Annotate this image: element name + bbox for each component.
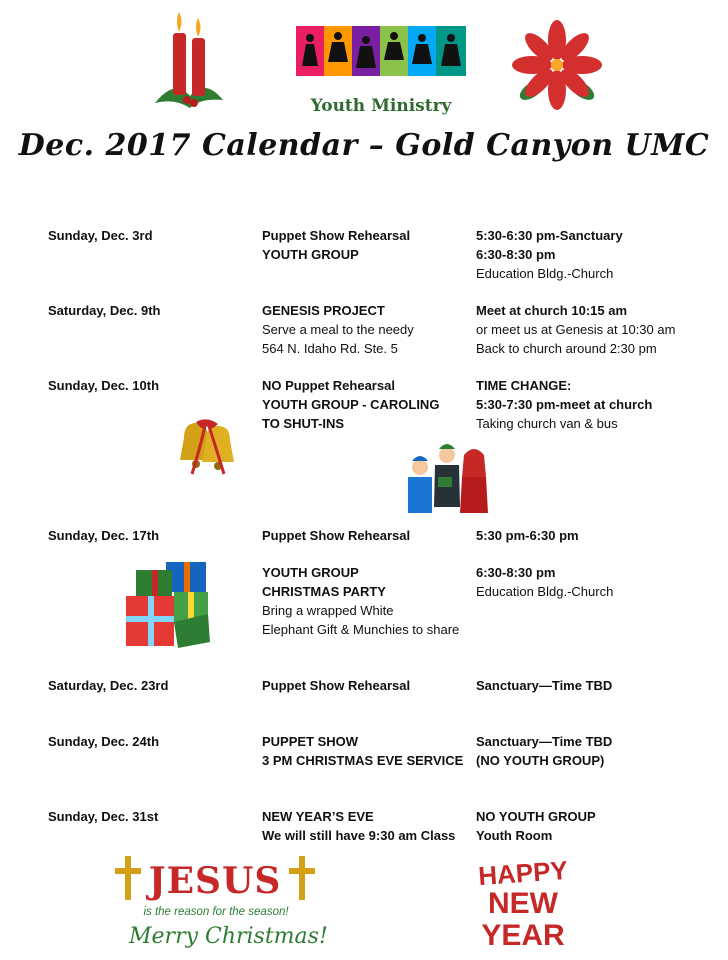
event-description-line: PUPPET SHOW: [262, 734, 359, 749]
event-description: [262, 563, 472, 639]
event-description-line: Puppet Show Rehearsal: [262, 528, 411, 543]
event-time: [476, 301, 716, 358]
event-description-line: YOUTH GROUP: [262, 247, 359, 262]
event-description-line: NEW YEAR’S EVE: [262, 809, 374, 824]
event-description: [262, 732, 472, 770]
gifts-icon: [122, 556, 214, 650]
merry-christmas: Merry Christmas!: [129, 924, 328, 949]
event-time-line: 6:30-8:30 pm: [476, 247, 556, 262]
event-time-line: Meet at church 10:15 am: [476, 303, 628, 318]
event-description-line: Bring a wrapped White: [262, 603, 394, 618]
cross-icon: [289, 856, 315, 900]
event-description: [262, 676, 472, 695]
event-time-line: Sanctuary—Time TBD: [476, 734, 613, 749]
event-date: Sunday, Dec. 31st: [48, 809, 159, 824]
event-description-line: 3 PM CHRISTMAS EVE SERVICE: [262, 753, 464, 768]
event-date: Sunday, Dec. 17th: [48, 528, 160, 543]
event-date: Sunday, Dec. 24th: [48, 734, 160, 749]
new-year-line: HAPPY: [477, 854, 569, 892]
event-description-line: Puppet Show Rehearsal: [262, 228, 411, 243]
event-time-line: 6:30-8:30 pm: [476, 565, 556, 580]
jesus-line: is the reason for the season!: [143, 906, 289, 918]
event-description: [262, 807, 472, 845]
event-description: [262, 301, 472, 358]
logo-label: Youth Ministry: [310, 96, 452, 116]
event-time: [476, 526, 716, 545]
event-date: Saturday, Dec. 9th: [48, 303, 161, 318]
event-description-line: GENESIS PROJECT: [262, 303, 385, 318]
event-time-line: or meet us at Genesis at 10:30 am: [476, 322, 676, 337]
event-description-line: Elephant Gift & Munchies to share: [262, 622, 460, 637]
jesus-banner: [115, 852, 328, 960]
event-time-line: 5:30-6:30 pm-Sanctuary: [476, 228, 623, 243]
event-time-line: Taking church van & bus: [476, 416, 618, 431]
event-time-line: (NO YOUTH GROUP): [476, 753, 605, 768]
event-description: [262, 226, 472, 264]
event-time-line: NO YOUTH GROUP: [476, 809, 596, 824]
happy-new-year: [462, 854, 584, 958]
event-description-line: Puppet Show Rehearsal: [262, 678, 411, 693]
event-time: [476, 807, 716, 845]
event-time: [476, 676, 716, 695]
bells-icon: [172, 418, 242, 478]
poinsettia-icon: [512, 20, 602, 112]
event-description-line: Serve a meal to the needy: [262, 322, 414, 337]
event-time-line: TIME CHANGE:: [476, 378, 572, 393]
event-description-line: NO Puppet Rehearsal: [262, 378, 395, 393]
event-date: Sunday, Dec. 3rd: [48, 228, 153, 243]
event-time-line: Youth Room: [476, 828, 553, 843]
event-description-line: YOUTH GROUP - CAROLING: [262, 397, 440, 412]
event-time-line: Sanctuary—Time TBD: [476, 678, 613, 693]
event-time: [476, 376, 716, 433]
event-time-line: 5:30 pm-6:30 pm: [476, 528, 579, 543]
event-time: [476, 226, 716, 283]
cross-icon: [115, 856, 141, 900]
event-description: [262, 526, 472, 545]
event-description-line: YOUTH GROUP: [262, 565, 359, 580]
event-time-line: Back to church around 2:30 pm: [476, 341, 657, 356]
event-description: [262, 376, 472, 433]
event-description-line: CHRISTMAS PARTY: [262, 584, 386, 599]
event-description-line: TO SHUT-INS: [262, 416, 345, 431]
event-date: Saturday, Dec. 23rd: [48, 678, 169, 693]
event-time-line: Education Bldg.-Church: [476, 584, 614, 599]
new-year-line: YEAR: [481, 919, 565, 952]
event-description-line: We will still have 9:30 am Class: [262, 828, 456, 843]
event-time-line: Education Bldg.-Church: [476, 266, 614, 281]
carolers-icon: [402, 437, 492, 517]
youth-ministry-logo: [296, 26, 466, 84]
candles-icon: [145, 8, 227, 112]
page-title: Dec. 2017 Calendar – Gold Canyon UMC: [18, 128, 710, 163]
event-date: Sunday, Dec. 10th: [48, 378, 160, 393]
event-time: [476, 732, 716, 770]
jesus-title: JESUS: [148, 860, 282, 902]
event-time-line: 5:30-7:30 pm-meet at church: [476, 397, 653, 412]
new-year-line: NEW: [488, 887, 558, 920]
event-description-line: 564 N. Idaho Rd. Ste. 5: [262, 341, 398, 356]
event-time: [476, 563, 716, 601]
